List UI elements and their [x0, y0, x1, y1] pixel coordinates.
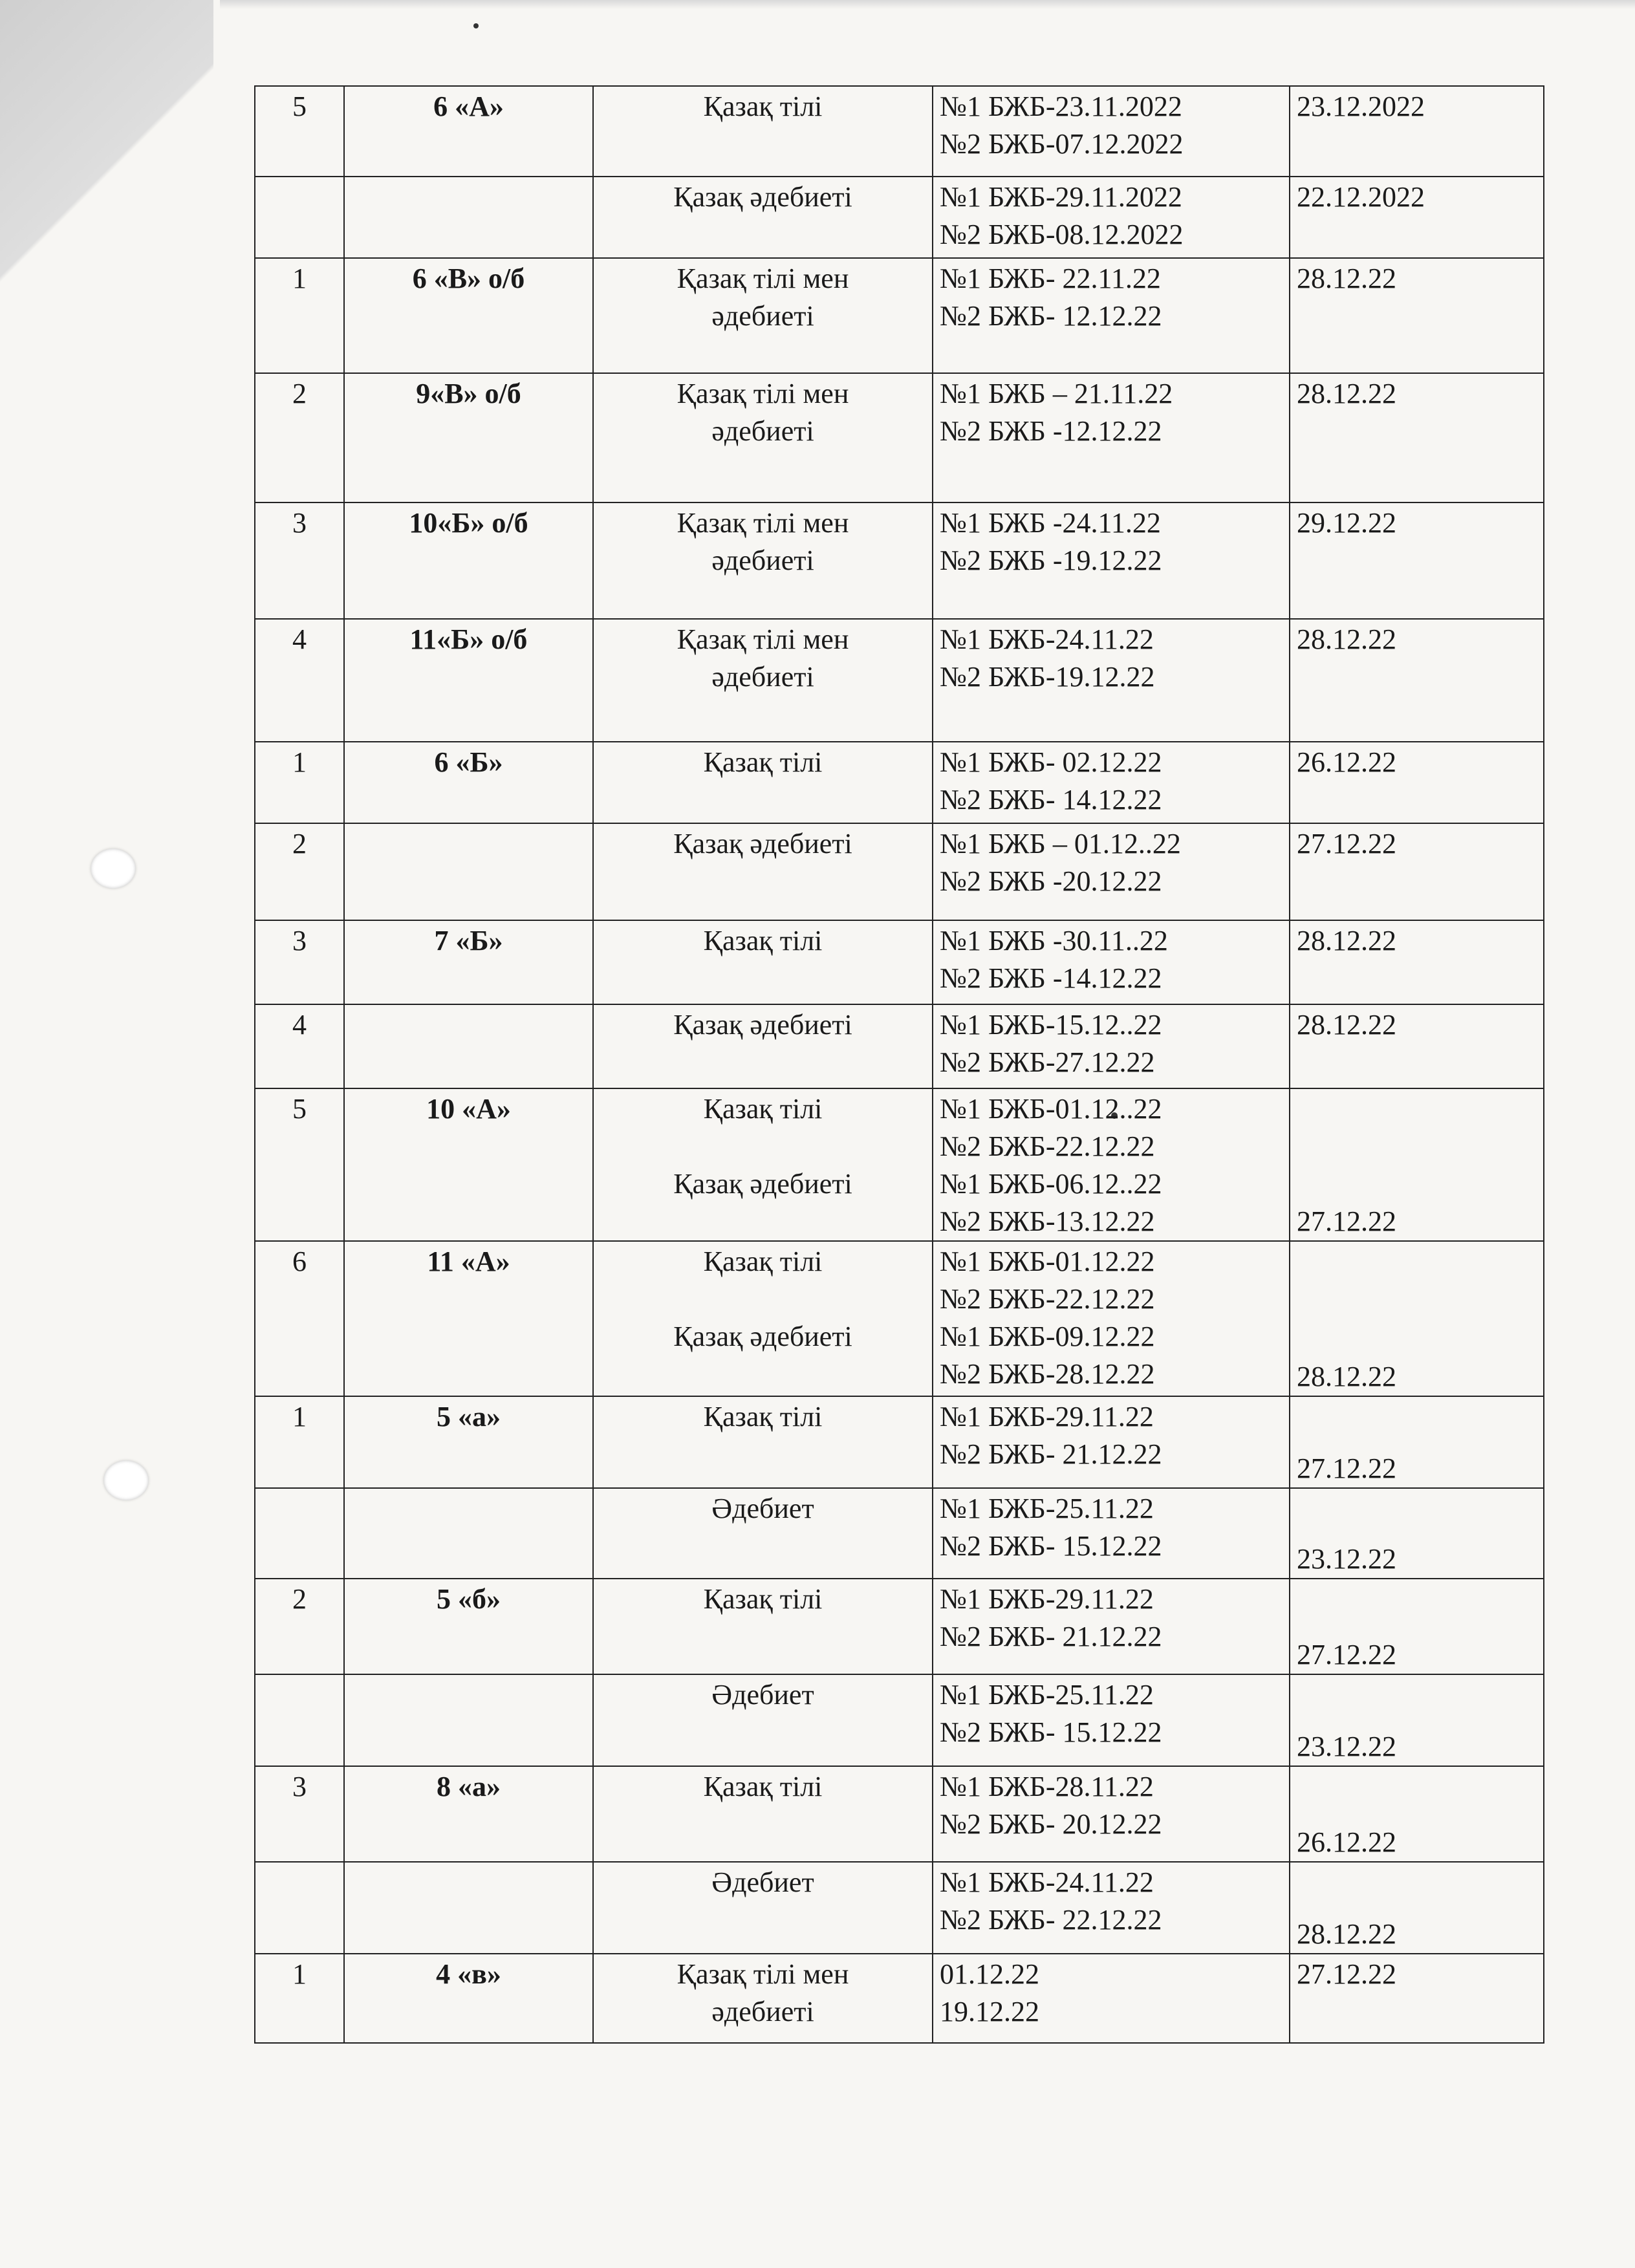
assessment-date-line: №1 БЖБ-29.11.22 [940, 1583, 1154, 1615]
assessment-date-line: №1 БЖБ-01.12..22 [940, 1093, 1162, 1125]
table-row [255, 86, 1544, 177]
summary-date: 28.12.22 [1297, 1918, 1396, 1950]
assessment-date-line: №2 БЖБ- 21.12.22 [940, 1438, 1162, 1470]
assessment-date-line: №2 БЖБ -20.12.22 [940, 865, 1162, 897]
row-number-cell: 5 [255, 86, 344, 177]
subject-line: Қазақ тілі [703, 925, 823, 956]
subject-line [600, 1280, 926, 1318]
assessment-date-line: №1 БЖБ-01.12.22 [940, 1246, 1155, 1277]
summary-date: 23.12.2022 [1297, 91, 1425, 122]
assessment-date-line: №2 БЖБ- 21.12.22 [940, 1621, 1162, 1652]
summary-date: 28.12.22 [1297, 263, 1396, 294]
row-number-cell: 3 [255, 1766, 344, 1862]
assessment-date-line: №2 БЖБ- 14.12.22 [940, 784, 1162, 815]
summary-date-cell [1290, 1488, 1544, 1579]
assessment-date-line: №2 БЖБ-07.12.2022 [940, 128, 1184, 160]
subject-cell [593, 619, 933, 742]
assessment-date-line: 19.12.22 [940, 1996, 1039, 2027]
assessment-dates-cell [933, 823, 1290, 920]
subject-cell [593, 1674, 933, 1766]
subject-line: Қазақ тілі мен [677, 263, 849, 294]
assessment-date-line: №2 БЖБ -19.12.22 [940, 545, 1162, 576]
row-number-cell [255, 1488, 344, 1579]
assessment-date-line: №2 БЖБ- 22.12.22 [940, 1904, 1162, 1936]
summary-date-cell [1290, 1241, 1544, 1396]
subject-line [600, 1128, 926, 1165]
subject-line: Қазақ тілі [703, 1771, 823, 1802]
subject-line: Қазақ әдебиеті [673, 1168, 852, 1200]
row-number-cell: 4 [255, 1004, 344, 1088]
subject-line: әдебиеті [711, 661, 814, 693]
assessment-date-line: №1 БЖБ-15.12..22 [940, 1009, 1162, 1041]
assessment-date-line: №1 БЖБ -30.11..22 [940, 925, 1168, 956]
page-top-edge [220, 0, 1635, 9]
class-cell: 4 «в» [344, 1954, 593, 2043]
class-cell: 6 «Б» [344, 742, 593, 823]
summary-date: 26.12.22 [1297, 746, 1396, 778]
subject-cell [593, 258, 933, 373]
assessment-date-line: №2 БЖБ-22.12.22 [940, 1283, 1155, 1315]
row-number-cell: 5 [255, 1088, 344, 1241]
subject-line: Қазақ әдебиеті [673, 1321, 852, 1352]
summary-date-cell [1290, 920, 1544, 1004]
table-row [255, 920, 1544, 1004]
assessment-date-line: №2 БЖБ-28.12.22 [940, 1358, 1155, 1390]
summary-date-cell [1290, 258, 1544, 373]
table-row [255, 1004, 1544, 1088]
subject-cell [593, 502, 933, 619]
summary-date-cell [1290, 1579, 1544, 1674]
summary-date-cell [1290, 1004, 1544, 1088]
row-number-cell [255, 1674, 344, 1766]
summary-date: 29.12.22 [1297, 507, 1396, 539]
summary-date-cell [1290, 502, 1544, 619]
summary-date: 28.12.22 [1297, 623, 1396, 655]
subject-line: әдебиеті [711, 545, 814, 576]
assessment-dates-cell [933, 1766, 1290, 1862]
table-row [255, 742, 1544, 823]
table-row [255, 1674, 1544, 1766]
summary-date: 22.12.2022 [1297, 181, 1425, 213]
table-row [255, 1088, 1544, 1241]
summary-date: 27.12.22 [1297, 1639, 1396, 1670]
assessment-date-line: №2 БЖБ- 20.12.22 [940, 1808, 1162, 1840]
table-row [255, 1396, 1544, 1488]
assessment-dates-cell [933, 1579, 1290, 1674]
assessment-dates-cell [933, 1004, 1290, 1088]
subject-line: Әдебиет [711, 1679, 814, 1711]
class-cell [344, 177, 593, 258]
subject-line: Қазақ тілі [703, 1583, 823, 1615]
summary-date-cell [1290, 1396, 1544, 1488]
summary-date: 27.12.22 [1297, 828, 1396, 859]
table-row [255, 177, 1544, 258]
assessment-date-line: №1 БЖБ -24.11.22 [940, 507, 1161, 539]
summary-date: 27.12.22 [1297, 1205, 1396, 1237]
class-cell: 8 «а» [344, 1766, 593, 1862]
summary-date: 23.12.22 [1297, 1731, 1396, 1762]
subject-cell [593, 1488, 933, 1579]
subject-line: әдебиеті [711, 1996, 814, 2027]
row-number-cell [255, 1862, 344, 1954]
class-cell: 10«Б» о/б [344, 502, 593, 619]
assessment-date-line: №2 БЖБ-08.12.2022 [940, 219, 1184, 250]
summary-date: 28.12.22 [1297, 925, 1396, 956]
subject-cell [593, 1004, 933, 1088]
assessment-date-line: №1 БЖБ – 21.11.22 [940, 378, 1173, 409]
subject-line: Қазақ әдебиеті [673, 828, 852, 859]
table-row [255, 258, 1544, 373]
subject-line: Қазақ әдебиеті [673, 1009, 852, 1041]
class-cell: 7 «Б» [344, 920, 593, 1004]
punch-hole-upper [91, 848, 136, 889]
assessment-date-line: №2 БЖБ -12.12.22 [940, 415, 1162, 447]
summary-date-cell [1290, 86, 1544, 177]
subject-line: әдебиеті [711, 300, 814, 332]
table-body [255, 86, 1544, 2043]
summary-date-cell [1290, 823, 1544, 920]
assessment-date-line: №2 БЖБ- 15.12.22 [940, 1716, 1162, 1748]
summary-date-cell [1290, 1954, 1544, 2043]
subject-cell [593, 86, 933, 177]
row-number-cell: 3 [255, 502, 344, 619]
assessment-date-line: №2 БЖБ-13.12.22 [940, 1205, 1155, 1237]
assessment-dates-cell [933, 373, 1290, 502]
class-cell [344, 1862, 593, 1954]
subject-cell [593, 1862, 933, 1954]
assessment-date-line: №1 БЖБ-29.11.2022 [940, 181, 1182, 213]
subject-line: Қазақ тілі [703, 1093, 823, 1125]
row-number-cell [255, 177, 344, 258]
assessment-date-line: №1 БЖБ-24.11.22 [940, 1866, 1154, 1898]
class-cell: 10 «А» [344, 1088, 593, 1241]
assessment-dates-cell [933, 258, 1290, 373]
subject-line: Қазақ тілі [703, 91, 823, 122]
row-number-cell: 6 [255, 1241, 344, 1396]
assessment-date-line: №1 БЖБ-06.12..22 [940, 1168, 1162, 1200]
class-cell [344, 1004, 593, 1088]
subject-cell [593, 1241, 933, 1396]
assessment-schedule-table [254, 85, 1544, 2044]
assessment-dates-cell [933, 920, 1290, 1004]
assessment-date-line: №1 БЖБ-24.11.22 [940, 623, 1154, 655]
class-cell: 5 «б» [344, 1579, 593, 1674]
row-number-cell: 3 [255, 920, 344, 1004]
assessment-date-line: №1 БЖБ-23.11.2022 [940, 91, 1182, 122]
assessment-dates-cell [933, 619, 1290, 742]
assessment-dates-cell [933, 502, 1290, 619]
subject-line: әдебиеті [711, 415, 814, 447]
assessment-dates-cell [933, 1954, 1290, 2043]
assessment-dates-cell [933, 1674, 1290, 1766]
assessment-date-line: №2 БЖБ-19.12.22 [940, 661, 1155, 693]
row-number-cell: 1 [255, 1396, 344, 1488]
class-cell: 5 «а» [344, 1396, 593, 1488]
class-cell [344, 823, 593, 920]
summary-date: 28.12.22 [1297, 1361, 1396, 1392]
assessment-dates-cell [933, 1488, 1290, 1579]
subject-cell [593, 1579, 933, 1674]
table-row [255, 1579, 1544, 1674]
summary-date-cell [1290, 619, 1544, 742]
assessment-date-line: №1 БЖБ- 02.12.22 [940, 746, 1162, 778]
row-number-cell: 4 [255, 619, 344, 742]
subject-line: Қазақ тілі [703, 1401, 823, 1432]
assessment-date-line: №1 БЖБ-28.11.22 [940, 1771, 1154, 1802]
subject-line: Әдебиет [711, 1866, 814, 1898]
summary-date-cell [1290, 1862, 1544, 1954]
row-number-cell: 1 [255, 258, 344, 373]
summary-date-cell [1290, 373, 1544, 502]
summary-date: 28.12.22 [1297, 1009, 1396, 1041]
subject-line: Қазақ тілі мен [677, 507, 849, 539]
table-row [255, 373, 1544, 502]
summary-date: 27.12.22 [1297, 1453, 1396, 1484]
subject-cell [593, 742, 933, 823]
class-cell [344, 1674, 593, 1766]
subject-line: Әдебиет [711, 1493, 814, 1524]
table-row [255, 1862, 1544, 1954]
subject-cell [593, 823, 933, 920]
summary-date-cell [1290, 1674, 1544, 1766]
assessment-dates-cell [933, 1396, 1290, 1488]
summary-date-cell [1290, 742, 1544, 823]
subject-cell [593, 1396, 933, 1488]
subject-cell [593, 1088, 933, 1241]
assessment-date-line: №1 БЖБ-25.11.22 [940, 1493, 1154, 1524]
row-number-cell: 2 [255, 823, 344, 920]
scan-speck [473, 23, 479, 28]
row-number-cell: 2 [255, 1579, 344, 1674]
subject-line: Қазақ тілі мен [677, 1958, 849, 1990]
class-cell: 9«В» о/б [344, 373, 593, 502]
assessment-date-line: 01.12.22 [940, 1958, 1039, 1990]
subject-line: Қазақ тілі мен [677, 623, 849, 655]
assessment-date-line: №1 БЖБ-29.11.22 [940, 1401, 1154, 1432]
summary-date: 28.12.22 [1297, 378, 1396, 409]
page-fold-shadow [0, 0, 213, 401]
assessment-date-line: №2 БЖБ -14.12.22 [940, 962, 1162, 994]
assessment-dates-cell [933, 86, 1290, 177]
class-cell [344, 1488, 593, 1579]
assessment-dates-cell [933, 1088, 1290, 1241]
subject-line: Қазақ әдебиеті [673, 181, 852, 213]
punch-hole-lower [103, 1460, 149, 1500]
assessment-dates-cell [933, 1241, 1290, 1396]
table-row [255, 1766, 1544, 1862]
subject-line: Қазақ тілі [703, 1246, 823, 1277]
assessment-date-line: №1 БЖБ-25.11.22 [940, 1679, 1154, 1711]
subject-cell [593, 1766, 933, 1862]
assessment-date-line: №2 БЖБ-27.12.22 [940, 1046, 1155, 1078]
row-number-cell: 1 [255, 1954, 344, 2043]
class-cell: 6 «А» [344, 86, 593, 177]
assessment-date-line: №1 БЖБ-09.12.22 [940, 1321, 1155, 1352]
assessment-date-line: №1 БЖБ- 22.11.22 [940, 263, 1161, 294]
assessment-date-line: №1 БЖБ – 01.12..22 [940, 828, 1181, 859]
subject-cell [593, 1954, 933, 2043]
table-row [255, 502, 1544, 619]
subject-cell [593, 920, 933, 1004]
table-row [255, 619, 1544, 742]
table-row [255, 1488, 1544, 1579]
class-cell: 11«Б» о/б [344, 619, 593, 742]
subject-line: Қазақ тілі [703, 746, 823, 778]
summary-date: 23.12.22 [1297, 1543, 1396, 1575]
table-row [255, 823, 1544, 920]
assessment-dates-cell [933, 742, 1290, 823]
subject-line: Қазақ тілі мен [677, 378, 849, 409]
summary-date-cell [1290, 1766, 1544, 1862]
assessment-date-line: №2 БЖБ- 15.12.22 [940, 1530, 1162, 1562]
row-number-cell: 1 [255, 742, 344, 823]
table-row [255, 1954, 1544, 2043]
assessment-date-line: №2 БЖБ- 12.12.22 [940, 300, 1162, 332]
assessment-dates-cell [933, 177, 1290, 258]
summary-date-cell [1290, 1088, 1544, 1241]
row-number-cell: 2 [255, 373, 344, 502]
assessment-date-line: №2 БЖБ-22.12.22 [940, 1130, 1155, 1162]
subject-cell [593, 373, 933, 502]
summary-date: 26.12.22 [1297, 1826, 1396, 1858]
class-cell: 11 «А» [344, 1241, 593, 1396]
subject-cell [593, 177, 933, 258]
assessment-dates-cell [933, 1862, 1290, 1954]
table-row [255, 1241, 1544, 1396]
summary-date-cell [1290, 177, 1544, 258]
class-cell: 6 «В» о/б [344, 258, 593, 373]
summary-date: 27.12.22 [1297, 1958, 1396, 1990]
